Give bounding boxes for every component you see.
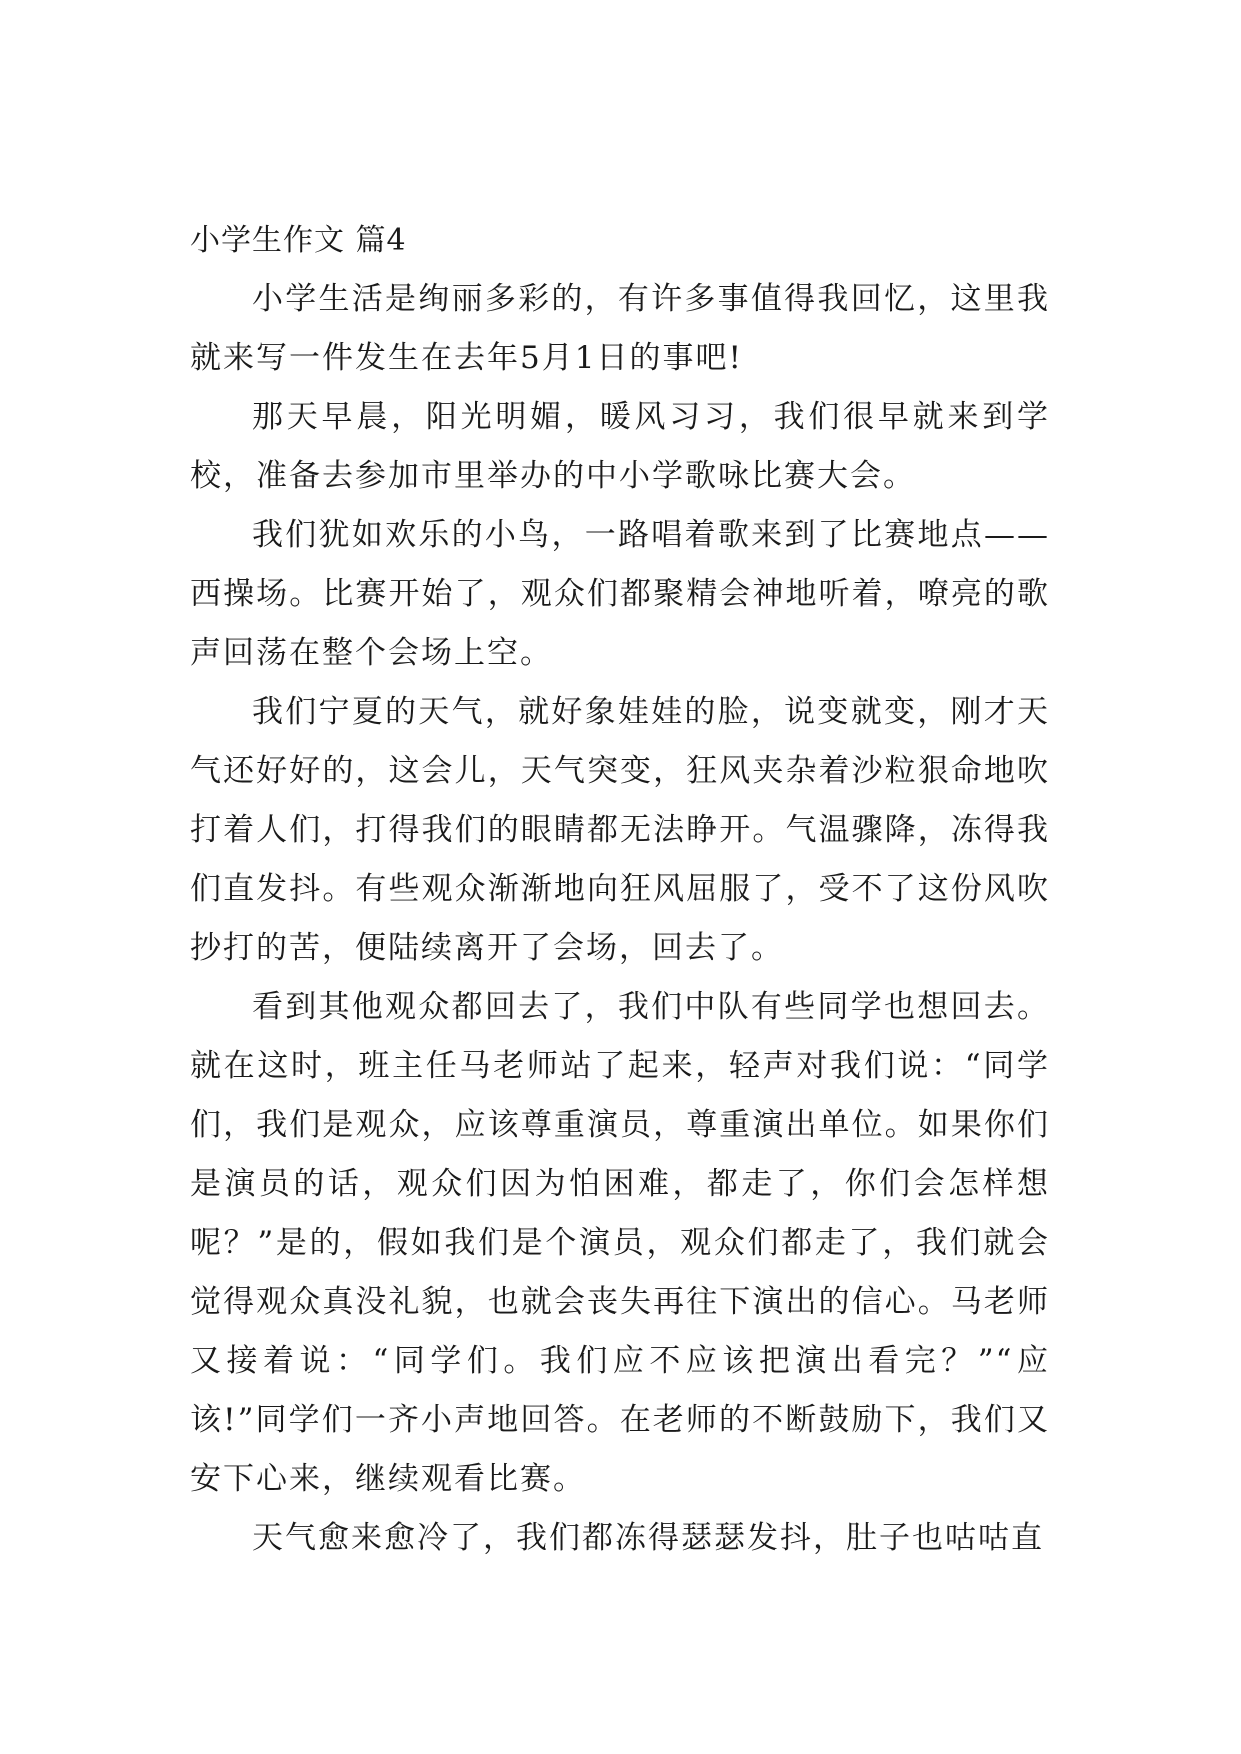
paragraph-4: 我们宁夏的天气，就好象娃娃的脸，说变就变，刚才天气还好好的，这会儿，天气突变，狂风夹杂着沙粒狠命地吹打着人们，打得我们的眼睛都无法睁开。气温骤降，冻得我们直发抖。有些观众渐渐地向狂风屈服了，受不了这份风吹抄打的苦，便陆续离开了会场，回去了。 <box>190 694 1050 966</box>
paragraph-1: 小学生活是绚丽多彩的，有许多事值得我回忆，这里我就来写一件发生在去年5月1日的事吧! <box>190 281 1050 376</box>
paragraph-3: 我们犹如欢乐的小鸟，一路唱着歌来到了比赛地点——西操场。比赛开始了，观众们都聚精会神地听着，嘹亮的歌声回荡在整个会场上空。 <box>190 517 1050 671</box>
paragraph-2: 那天早晨，阳光明媚，暖风习习，我们很早就来到学校，准备去参加市里举办的中小学歌咏比赛大会。 <box>190 399 1050 494</box>
essay-title: 小学生作文 篇4 <box>190 223 407 258</box>
paragraph-6: 天气愈来愈冷了，我们都冻得瑟瑟发抖，肚子也咕咕直 <box>252 1520 1044 1556</box>
document-body <box>190 222 1050 1568</box>
paragraph-5: 看到其他观众都回去了，我们中队有些同学也想回去。就在这时，班主任马老师站了起来，轻声对我们说：“同学们，我们是观众，应该尊重演员，尊重演出单位。如果你们是演员的话，观众们因为怕困难，都走了，你们会怎样想呢？”是的，假如我们是个演员，观众们都走了，我们就会觉得观众真没礼貌，也就会丧失再往下演出的信心。马老师又接着说：“同学们。我们应不应该把演出看完？”“应该!”同学们一齐小声地回答。在老师的不断鼓励下，我们又安下心来，继续观看比赛。 <box>190 989 1050 1497</box>
